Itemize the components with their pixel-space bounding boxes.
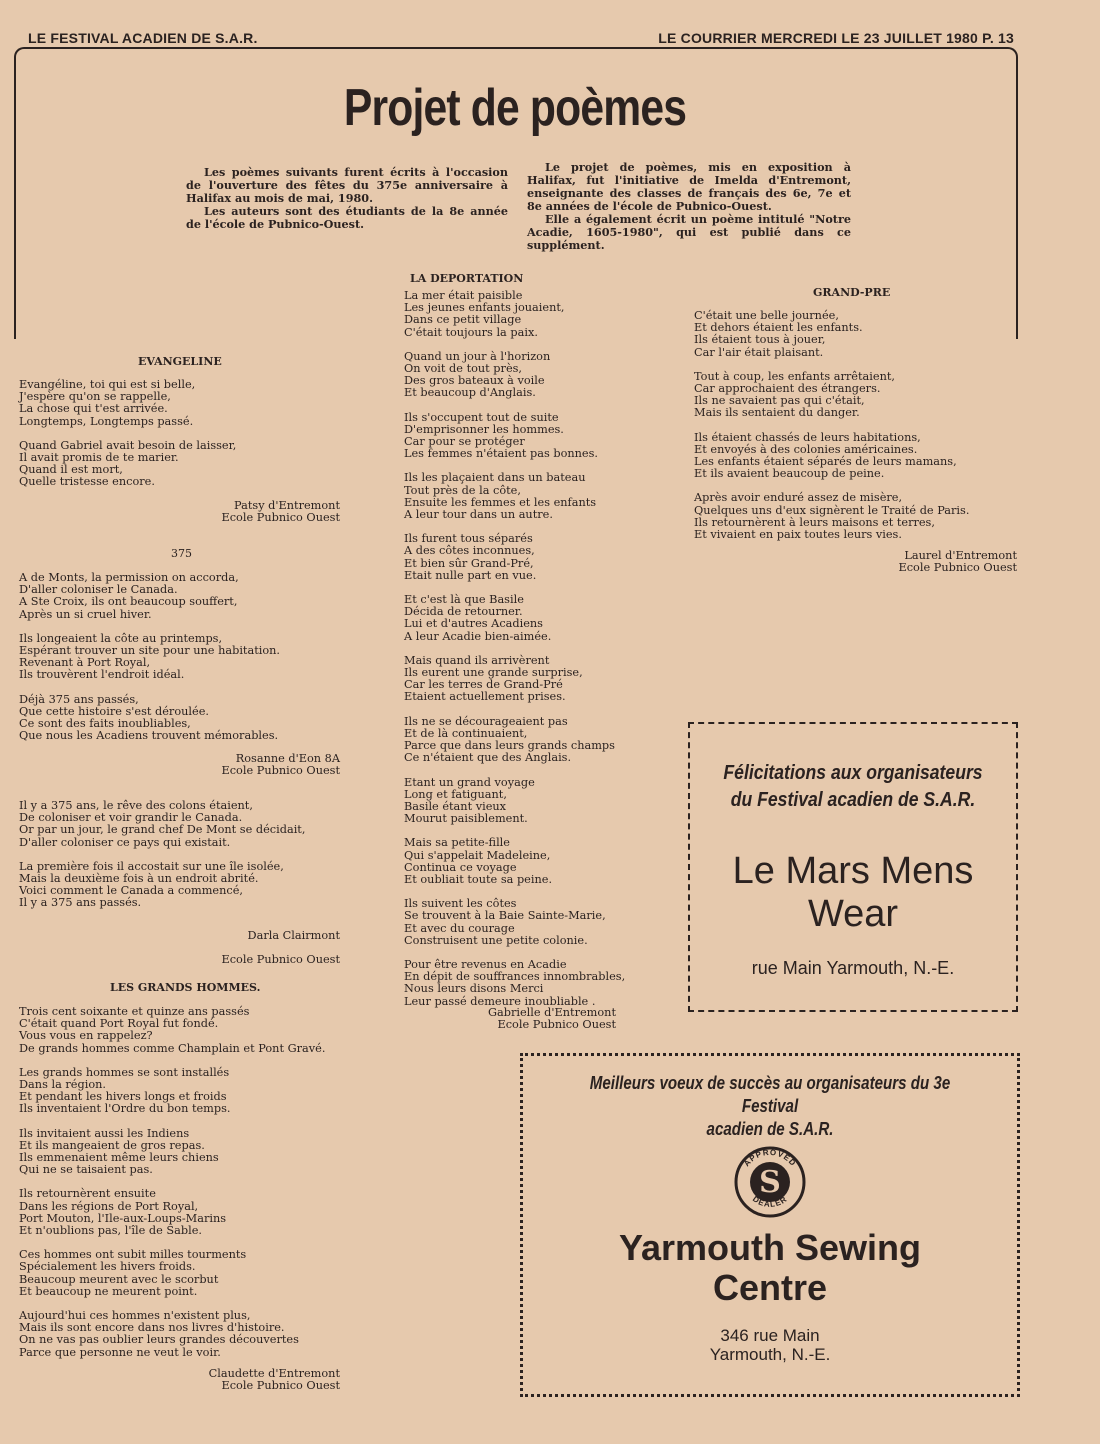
verse-line: Quand un jour à l'horizon [404,349,551,363]
poem-grands-hommes [19,1006,349,1371]
verse-line: On voit de tout près, [404,362,523,376]
author-school: Ecole Pubnico Ouest [497,1018,616,1032]
stanza [694,432,1004,481]
signature-evangeline [160,500,340,524]
stanza [694,492,1004,541]
stanza [19,1067,349,1116]
verse-line: Ils invitaient aussi les Indiens [19,1126,190,1140]
poem-darla [19,800,349,922]
verse-line: C'était quand Port Royal fut fondé. [19,1017,219,1031]
signature-grand-pre [817,550,1017,574]
ad-sewing-address-line1: 346 rue Main [720,1326,820,1345]
verse-line: Car l'air était plaisant. [694,345,824,359]
verse-line: Nous leurs disons Merci [404,982,544,996]
stanza [19,1310,349,1359]
stanza [19,1249,349,1298]
verse-line: Tout près de la côte, [404,483,521,497]
verse-line: Et oubliait toute sa peine. [404,872,553,886]
stanza [19,1128,349,1177]
page-title: Projet de poèmes [343,79,687,137]
author-school: Ecole Pubnico Ouest [221,1379,340,1393]
verse-line: Après un si cruel hiver. [19,607,152,621]
stanza [404,716,684,765]
author-name: Patsy d'Entremont [234,499,340,512]
ad-sewing-slogan [563,1072,978,1141]
stanza [404,290,684,339]
verse-line: Espérant trouver un site pour une habitation. [19,644,281,658]
verse-line: A des côtes inconnues, [404,544,535,558]
author-name: Claudette d'Entremont [208,1367,340,1380]
poem-title-evangeline: EVANGELINE [138,355,222,368]
verse-line: Et ils mangeaient de gros repas. [19,1138,205,1152]
verse-line: Et bien sûr Grand-Pré, [404,556,534,570]
verse-line: Ils retournèrent ensuite [19,1187,156,1201]
verse-line: Et pendant les hivers longs et froids [19,1090,227,1104]
ad-sewing-address [523,1326,1017,1364]
verse-line: Et avec du courage [404,921,515,935]
poem-title-deportation: LA DEPORTATION [410,272,524,285]
signature-deportation [420,1007,616,1031]
verse-line: Quand Gabriel avait besoin de laisser, [19,438,237,452]
verse-line: Revenant à Port Royal, [19,656,151,670]
stanza [404,837,684,886]
stanza [19,379,349,428]
verse-line: Se trouvent à la Baie Sainte-Marie, [404,909,606,923]
stanza [404,898,684,947]
verse-line: Car pour se protéger [404,435,525,449]
verse-line: Ils s'occupent tout de suite [404,410,559,424]
intro-right-p2: Elle a également écrit un poème intitulé "Notre Acadie, 1605-1980", qui est publié dans ce supplément. [527,212,851,252]
verse-line: Or par un jour, le grand chef De Mont se décidait, [19,823,306,837]
verse-line: Et c'est là que Basile [404,593,524,607]
verse-line: Longtemps, Longtemps passé. [19,414,194,428]
poem-evangeline [19,379,349,501]
author-school: Ecole Pubnico Ouest [221,511,340,525]
verse-line: On ne vas pas oublier leurs grandes découvertes [19,1333,299,1347]
verse-line: Qui ne se taisaient pas. [19,1163,153,1177]
verse-line: Spécialement les hivers froids. [19,1260,196,1274]
verse-line: Etant un grand voyage [404,775,535,789]
verse-line: Ils suivent les côtes [404,897,517,911]
verse-line: Ils trouvèrent l'endroit idéal. [19,668,185,682]
verse-line: D'aller coloniser ce pays qui existait. [19,835,231,849]
stanza [694,310,1004,359]
poem-grand-pre [694,310,1004,553]
verse-line: Déjà 375 ans passés, [19,692,139,706]
verse-line: A leur tour dans un autre. [404,508,553,522]
verse-line: De coloniser et voir grandir le Canada. [19,811,243,825]
stanza [694,371,1004,420]
logo-bottom-text: DEALER [750,1194,790,1210]
stanza [404,351,684,400]
verse-line: Mais quand ils arrivèrent [404,653,550,667]
verse-line: A de Monts, la permission on accorda, [19,571,239,584]
verse-line: Dans les régions de Port Royal, [19,1199,199,1213]
verse-line: Et dehors étaient les enfants. [694,321,863,335]
verse-line: Ce sont des faits inoubliables, [19,717,191,731]
approved-dealer-logo-icon [733,1144,807,1220]
verse-line: La première fois il accostait sur une île isolée, [19,859,284,873]
poem-title-grands-hommes: LES GRANDS HOMMES. [110,981,261,994]
verse-line: Ils inventaient l'Ordre du bon temps. [19,1102,231,1116]
stanza [404,472,684,521]
ad-mars-slogan-line1: Félicitations aux organisateurs [723,762,983,784]
verse-line: Port Mouton, l'Ile-aux-Loups-Marins [19,1211,227,1225]
stanza [404,959,684,1008]
verse-line: Et vivaient en paix toutes leurs vies. [694,528,902,542]
verse-line: A leur Acadie bien-aimée. [404,629,552,643]
author-name: Laurel d'Entremont [904,549,1017,562]
verse-line: Quand il est mort, [19,463,123,477]
verse-line: Ils retournèrent à leurs maisons et terres, [694,515,935,529]
verse-line: Les jeunes enfants jouaient, [404,301,565,315]
poem-title-grand-pre: GRAND-PRE [813,286,891,299]
verse-line: Ils étaient chassés de leurs habitations, [694,430,921,444]
ad-mars-name [690,850,1016,936]
ad-mars-address: rue Main Yarmouth, N.-E. [751,958,955,978]
stanza [404,412,684,461]
verse-line: Car les terres de Grand-Pré [404,678,563,692]
verse-line: Ils furent tous séparés [404,532,533,546]
ad-mars-name-line2: Wear [807,893,899,935]
poem-deportation [404,290,684,1020]
signature-grands-hommes [140,1368,340,1392]
verse-line: Des gros bateaux à voile [404,374,545,388]
verse-line: Ensuite les femmes et les enfants [404,495,597,509]
verse-line: Quelques uns d'eux signèrent le Traité de Paris. [694,503,970,517]
verse-line: Trois cent soixante et quinze ans passés [19,1005,250,1018]
verse-line: Mourut paisiblement. [404,812,528,826]
stanza [404,533,684,582]
verse-line: Mais ils sentaient du danger. [694,406,860,420]
verse-line: Beaucoup meurent avec le scorbut [19,1272,219,1286]
stanza [19,633,349,682]
ad-sewing-name-line2: Centre [712,1267,828,1308]
stanza [19,440,349,489]
verse-line: De grands hommes comme Champlain et Pont Gravé. [19,1041,326,1055]
verse-line: Dans ce petit village [404,313,522,327]
verse-line: Et beaucoup ne meurent point. [19,1284,198,1298]
verse-line: Continua ce voyage [404,860,517,874]
verse-line: Et envoyés à des colonies américaines. [694,442,918,456]
stanza [19,861,349,910]
verse-line: Et beaucoup d'Anglais. [404,386,536,400]
verse-line: Tout à coup, les enfants arrêtaient, [694,369,895,383]
verse-line: C'était toujours la paix. [404,325,538,339]
verse-line: Voici comment le Canada a commencé, [19,884,243,898]
verse-line: Que nous les Acadiens trouvent mémorables. [19,729,279,743]
author-name: Rosanne d'Eon 8A [235,752,340,765]
verse-line: Il y a 375 ans, le rêve des colons étaient, [19,799,253,812]
verse-line: Lui et d'autres Acadiens [404,617,543,631]
author-name: Gabrielle d'Entremont [487,1006,616,1019]
verse-line: Ils ne se décourageaient pas [404,714,568,728]
verse-line: Et de là continuaient, [404,726,528,740]
author-name: Darla Clairmont [247,929,340,942]
verse-line: Evangéline, toi qui est si belle, [19,378,196,391]
ad-sewing-name-line1: Yarmouth Sewing [618,1227,922,1268]
stanza [19,1006,349,1055]
author-school: Ecole Pubnico Ouest [221,953,340,966]
intro-left-p2: Les auteurs sont des étudiants de la 8e année de l'école de Pubnico-Ouest. [186,204,508,231]
author-school: Ecole Pubnico Ouest [898,561,1017,575]
verse-line: Leur passé demeure inoubliable . [404,994,596,1008]
verse-line: La chose qui t'est arrivée. [19,402,168,416]
verse-line: Aujourd'hui ces hommes n'existent plus, [19,1309,251,1323]
intro-left-p1: Les poèmes suivants furent écrits à l'occasion de l'ouverture des fêtes du 375e anniversaire à Halifax au mois de mai, 1980. [186,165,508,205]
signature-darla [160,921,340,975]
ad-sewing-name [523,1228,1017,1308]
verse-line: Et n'oublions pas, l'île de Sable. [19,1224,203,1238]
verse-line: Long et fatiguant, [404,787,507,801]
verse-line: C'était une belle journée, [694,309,839,322]
stanza [404,594,684,643]
intro-left [186,166,508,231]
ad-mars-slogan [710,760,997,814]
verse-line: Pour être revenus en Acadie [404,957,567,971]
intro-right [527,161,851,252]
verse-line: Car approchaient des étrangers. [694,382,881,396]
verse-line: Qui s'appelait Madeleine, [404,848,551,862]
verse-line: Les grands hommes se sont installés [19,1065,230,1079]
verse-line: Etaient actuellement prises. [404,690,566,704]
ad-sewing-address-line2: Yarmouth, N.-E. [709,1345,831,1364]
verse-line: A Ste Croix, ils ont beaucoup souffert, [19,595,238,609]
stanza [19,572,349,621]
verse-line: Parce que dans leurs grands champs [404,739,615,753]
header-right: LE COURRIER MERCREDI LE 23 JUILLET 1980 P. 13 [658,30,1014,46]
poem-title-375: 375 [171,547,192,560]
verse-line: Etait nulle part en vue. [404,568,537,582]
ad-mars-slogan-line2: du Festival acadien de S.A.R. [730,789,976,811]
verse-line: Ils les plaçaient dans un bateau [404,471,586,485]
logo-top-text: APPROVED [742,1147,798,1169]
verse-line: Il y a 375 ans passés. [19,896,142,910]
verse-line: Après avoir enduré assez de misère, [694,491,903,505]
ad-yarmouth-sewing [520,1053,1020,1397]
stanza [404,777,684,826]
verse-line: La mer était paisible [404,289,523,302]
poem-375 [19,572,349,754]
verse-line: Dans la région. [19,1078,106,1092]
verse-line: Ils emmenaient même leurs chiens [19,1151,219,1165]
verse-line: Ces hommes ont subit milles tourments [19,1248,247,1262]
verse-line: Parce que personne ne veut le voir. [19,1345,221,1359]
verse-line: Ils ne savaient pas qui c'était, [694,394,865,408]
verse-line: Basile étant vieux [404,799,507,813]
verse-line: Ils longeaient la côte au printemps, [19,631,223,645]
verse-line: Mais sa petite-fille [404,836,510,850]
stanza [19,1188,349,1237]
logo-letter: S [759,1165,781,1200]
stanza [19,694,349,743]
verse-line: Quelle tristesse encore. [19,475,155,489]
verse-line: Il avait promis de te marier. [19,451,179,465]
verse-line: J'espère qu'on se rappelle, [19,390,171,404]
header-left: LE FESTIVAL ACADIEN DE S.A.R. [28,30,258,46]
verse-line: Les enfants étaient séparés de leurs mamans, [694,455,957,469]
stanza [404,655,684,704]
verse-line: Ce n'étaient que des Anglais. [404,751,572,765]
verse-line: Les femmes n'étaient pas bonnes. [404,447,598,461]
verse-line: Vous vous en rappelez? [19,1029,153,1043]
verse-line: Ils eurent une grande surprise, [404,666,583,680]
author-school: Ecole Pubnico Ouest [221,764,340,778]
intro-right-p1: Le projet de poèmes, mis en exposition à Halifax, fut l'initiative de Imelda d'Entremont, enseignante des classes de français des 6e, 7e et 8e années de l'école de Pubnico-Ouest. [527,160,851,213]
verse-line: Ils étaient tous à jouer, [694,333,826,347]
verse-line: Et ils avaient beaucoup de peine. [694,467,885,481]
verse-line: En dépit de souffrances innombrables, [404,970,626,984]
verse-line: Construisent une petite colonie. [404,933,588,947]
verse-line: D'emprisonner les hommes. [404,422,564,436]
verse-line: Que cette histoire s'est déroulée. [19,704,209,718]
ad-mars-mens-wear [688,722,1018,1012]
verse-line: D'aller coloniser le Canada. [19,583,178,597]
stanza [19,800,349,849]
ad-sewing-slogan-line1: Meilleurs voeux de succès au organisateurs du 3e Festival [589,1073,951,1116]
signature-375 [160,753,340,777]
verse-line: Décida de retourner. [404,605,523,619]
ad-sewing-slogan-line2: acadien de S.A.R. [706,1119,834,1139]
ad-mars-name-line1: Le Mars Mens [732,850,974,892]
verse-line: Mais la deuxième fois à un endroit abrité. [19,872,259,886]
verse-line: Mais ils sont encore dans nos livres d'histoire. [19,1321,285,1335]
